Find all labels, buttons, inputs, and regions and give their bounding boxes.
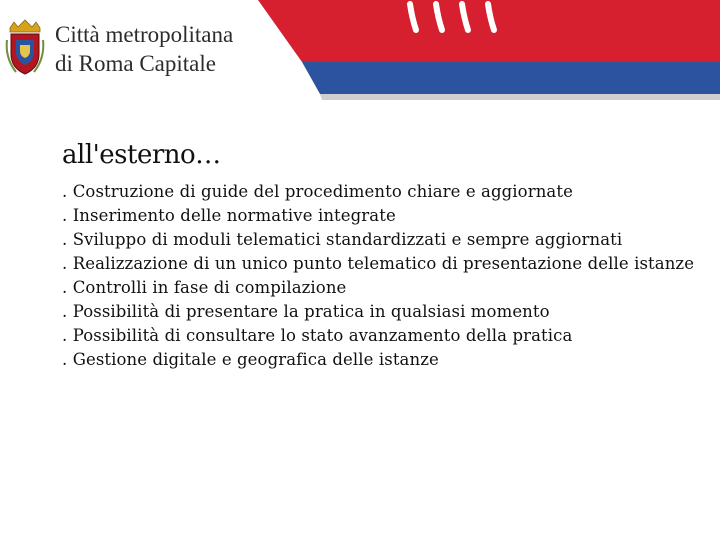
bullet-item: . Gestione digitale e geografica delle istanze [62,350,439,369]
bullet-item: . Controlli in fase di compilazione [62,278,347,297]
bullet-item: . Possibilità di consultare lo stato avanzamento della pratica [62,326,573,345]
logo-line-1: Città metropolitana [55,22,234,47]
bullet-item: . Costruzione di guide del procedimento chiare e aggiornate [62,182,573,201]
bullet-item: . Inserimento delle normative integrate [62,206,396,225]
logo-text [55,20,233,78]
header-banner [240,0,720,100]
logo-line-2: di Roma Capitale [55,51,216,76]
coat-of-arms-icon [4,18,46,78]
slide-content [62,140,702,372]
bullet-item: . Realizzazione di un unico punto telematico di presentazione delle istanze [62,254,695,273]
bullet-item: . Sviluppo di moduli telematici standardizzati e sempre aggiornati [62,230,623,249]
header [0,0,720,100]
slide-heading: all'esterno… [62,140,221,170]
bullet-item: . Possibilità di presentare la pratica in qualsiasi momento [62,302,550,321]
bullet-list [62,180,702,372]
